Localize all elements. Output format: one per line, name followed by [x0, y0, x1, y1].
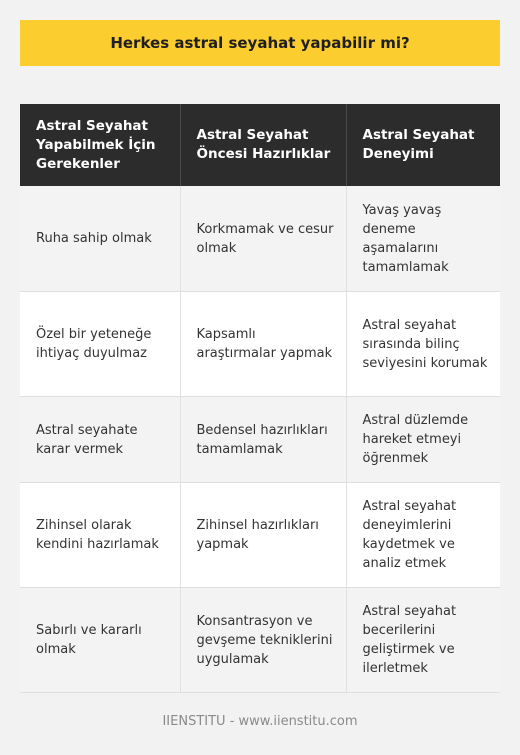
footer-credit: IIENSTITU - www.iienstitu.com: [162, 714, 358, 729]
table-header-row: [20, 104, 500, 186]
table-row: [20, 292, 500, 397]
table-cell: Astral düzlemde hareket etmeyi öğrenmek: [346, 397, 500, 483]
table-row: [20, 186, 500, 292]
table-cell: Astral seyahate karar vermek: [20, 397, 180, 483]
table-cell: Özel bir yeteneğe ihtiyaç duyulmaz: [20, 292, 180, 397]
table-row: [20, 397, 500, 483]
table-cell: Zihinsel hazırlıkları yapmak: [180, 483, 346, 588]
table-cell: Sabırlı ve kararlı olmak: [20, 588, 180, 693]
table-cell: Ruha sahip olmak: [20, 186, 180, 292]
column-header-experience: Astral Seyahat Deneyimi: [346, 104, 500, 186]
table-cell: Konsantrasyon ve gevşeme tekniklerini uygulamak: [180, 588, 346, 693]
table-cell: Bedensel hazırlıkları tamamlamak: [180, 397, 346, 483]
table-cell: Astral seyahat sırasında bilinç seviyesini korumak: [346, 292, 500, 397]
table-row: [20, 483, 500, 588]
table-row: [20, 588, 500, 693]
table-cell: Zihinsel olarak kendini hazırlamak: [20, 483, 180, 588]
table-cell: Kapsamlı araştırmalar yapmak: [180, 292, 346, 397]
table-cell: Yavaş yavaş deneme aşamalarını tamamlamak: [346, 186, 500, 292]
title-banner: [20, 20, 500, 66]
comparison-table: [20, 104, 500, 693]
column-header-preparations: Astral Seyahat Öncesi Hazırlıklar: [180, 104, 346, 186]
table-cell: Astral seyahat deneyimlerini kaydetmek ve analiz etmek: [346, 483, 500, 588]
page-title: Herkes astral seyahat yapabilir mi?: [110, 34, 410, 52]
table-cell: Astral seyahat becerilerini geliştirmek ve ilerletmek: [346, 588, 500, 693]
column-header-requirements: Astral Seyahat Yapabilmek İçin Gerekenler: [20, 104, 180, 186]
table-cell: Korkmamak ve cesur olmak: [180, 186, 346, 292]
